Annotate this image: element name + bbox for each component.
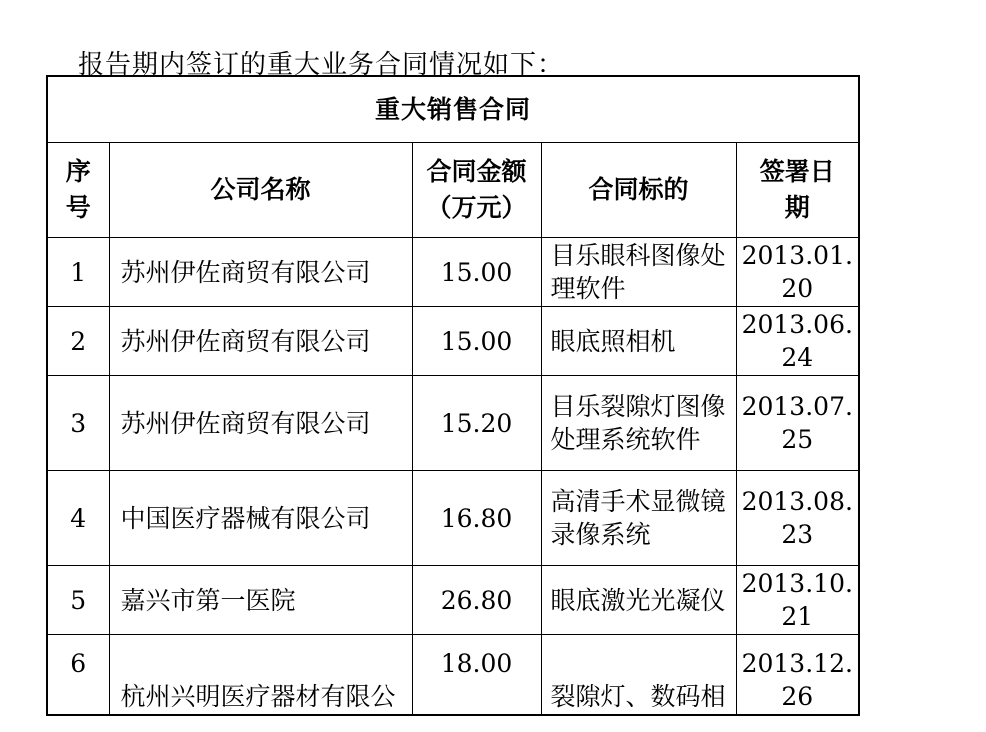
cell-company: 苏州伊佐商贸有限公司: [109, 307, 412, 376]
col-header-no: 序号: [47, 143, 109, 238]
cell-date: 2013.08.23: [736, 471, 859, 566]
cell-no: 5: [47, 566, 109, 635]
major-sales-contracts-table: [46, 75, 860, 716]
table-row: [47, 376, 859, 471]
table-header-row: [47, 143, 859, 238]
cell-date: 2013.10.21: [736, 566, 859, 635]
cell-company: 苏州伊佐商贸有限公司: [109, 238, 412, 307]
cell-date: 2013.01.20: [736, 238, 859, 307]
table-title: 重大销售合同: [47, 76, 859, 143]
cell-amount: 15.00: [412, 238, 541, 307]
cell-amount: 18.00: [412, 635, 541, 716]
cell-no: 1: [47, 238, 109, 307]
cell-company: 杭州兴明医疗器材有限公: [109, 635, 412, 716]
cell-amount: 26.80: [412, 566, 541, 635]
cell-date: 2013.12.26: [736, 635, 859, 716]
cell-amount: 15.20: [412, 376, 541, 471]
cell-subject: 目乐裂隙灯图像处理系统软件: [541, 376, 736, 471]
cell-amount: 16.80: [412, 471, 541, 566]
table-row: [47, 238, 859, 307]
cell-company: 苏州伊佐商贸有限公司: [109, 376, 412, 471]
cell-no: 4: [47, 471, 109, 566]
table-row: [47, 635, 859, 716]
cell-amount: 15.00: [412, 307, 541, 376]
col-header-amount: 合同金额（万元）: [412, 143, 541, 238]
col-header-date: 签署日期: [736, 143, 859, 238]
cell-subject: 眼底激光光凝仪: [541, 566, 736, 635]
cell-no: 6: [47, 635, 109, 716]
cell-company: 中国医疗器械有限公司: [109, 471, 412, 566]
table-row: [47, 307, 859, 376]
cell-company: 嘉兴市第一医院: [109, 566, 412, 635]
cell-no: 2: [47, 307, 109, 376]
cell-subject: 目乐眼科图像处理软件: [541, 238, 736, 307]
cell-no: 3: [47, 376, 109, 471]
cell-date: 2013.06.24: [736, 307, 859, 376]
table-row: [47, 471, 859, 566]
table-row: [47, 566, 859, 635]
col-header-subject: 合同标的: [541, 143, 736, 238]
cell-subject: 眼底照相机: [541, 307, 736, 376]
table-title-row: [47, 76, 859, 143]
cell-subject: 高清手术显微镜录像系统: [541, 471, 736, 566]
intro-text: 报告期内签订的重大业务合同情况如下：: [78, 50, 565, 80]
cell-subject: 裂隙灯、数码相: [541, 635, 736, 716]
cell-date: 2013.07.25: [736, 376, 859, 471]
col-header-company: 公司名称: [109, 143, 412, 238]
